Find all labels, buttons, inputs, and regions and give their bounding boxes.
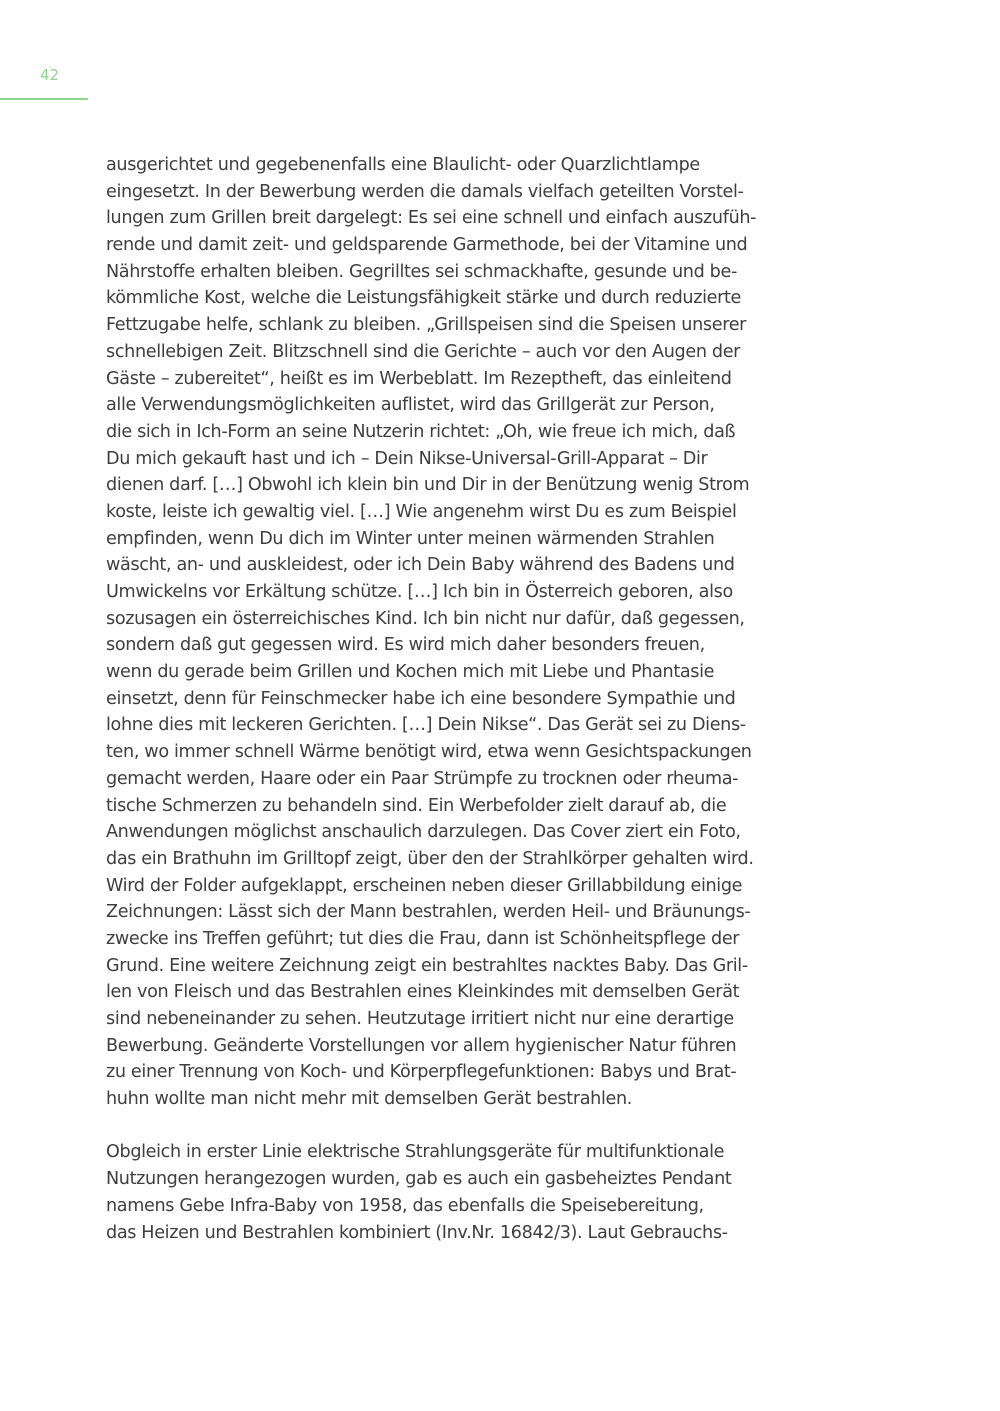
text-line: alle Verwendungsmöglichkeiten auflistet, wird das Grillgerät zur Person,: [106, 395, 715, 416]
text-line: Grund. Eine weitere Zeichnung zeigt ein bestrahltes nacktes Baby. Das Gril-: [106, 955, 748, 976]
text-line: das Heizen und Bestrahlen kombiniert (Inv.Nr. 16842/3). Laut Gebrauchs-: [106, 1222, 728, 1243]
text-line: schnellebigen Zeit. Blitzschnell sind die Gerichte – auch vor den Augen der: [106, 341, 741, 362]
text-line: lohne dies mit leckeren Gerichten. […] Dein Nikse“. Das Gerät sei zu Diens-: [106, 715, 746, 736]
text-line: sind nebeneinander zu sehen. Heutzutage irritiert nicht nur eine derartige: [106, 1009, 734, 1029]
paragraph-1: [106, 152, 786, 1113]
text-line: einsetzt, denn für Feinschmecker habe ich eine besondere Sympathie und: [106, 688, 736, 709]
text-line: kömmliche Kost, welche die Leistungsfähigkeit stärke und durch reduzierte: [106, 288, 742, 309]
text-line: len von Fleisch und das Bestrahlen eines Kleinkindes mit demselben Gerät: [106, 982, 740, 1003]
text-line: gemacht werden, Haare oder ein Paar Strümpfe zu trocknen oder rheuma-: [106, 768, 739, 789]
paragraph-spacer: [106, 1113, 786, 1140]
text-line: Obgleich in erster Linie elektrische Strahlungsgeräte für multifunktionale: [106, 1142, 725, 1163]
text-line: ten, wo immer schnell Wärme benötigt wird, etwa wenn Gesichtspackungen: [106, 742, 752, 763]
text-line: die sich in Ich-Form an seine Nutzerin richtet: „Oh, wie freue ich mich, daß: [106, 421, 736, 442]
text-line: wenn du gerade beim Grillen und Kochen mich mit Liebe und Phantasie: [106, 662, 715, 683]
body-text: [106, 152, 786, 1246]
text-line: zu einer Trennung von Koch- und Körperpflegefunktionen: Babys und Brat-: [106, 1062, 737, 1083]
paragraph-2: [106, 1139, 786, 1246]
text-line: Wird der Folder aufgeklappt, erscheinen neben dieser Grillabbildung einige: [106, 875, 743, 896]
text-line: Bewerbung. Geänderte Vorstellungen vor allem hygienischer Natur führen: [106, 1035, 737, 1056]
text-line: ausgerichtet und gegebenenfalls eine Blaulicht- oder Quarzlichtlampe: [106, 155, 700, 175]
text-line: koste, leiste ich gewaltig viel. […] Wie angenehm wirst Du es zum Beispiel: [106, 501, 737, 522]
text-line: zwecke ins Treffen geführt; tut dies die Frau, dann ist Schönheitspflege der: [106, 928, 740, 949]
text-line: Fettzugabe helfe, schlank zu bleiben. „Grillspeisen sind die Speisen unserer: [106, 315, 747, 336]
text-line: Umwickelns vor Erkältung schütze. […] Ich bin in Österreich geboren, also: [106, 582, 733, 602]
text-line: Nährstoffe erhalten bleiben. Gegrilltes sei schmackhafte, gesunde und be-: [106, 261, 737, 282]
text-line: namens Gebe Infra-Baby von 1958, das ebenfalls die Speisebereitung,: [106, 1195, 704, 1216]
text-line: Gäste – zubereitet“, heißt es im Werbeblatt. Im Rezeptheft, das einleitend: [106, 368, 732, 389]
text-line: wäscht, an- und auskleidest, oder ich Dein Baby während des Badens und: [106, 555, 735, 576]
text-line: huhn wollte man nicht mehr mit demselben Gerät bestrahlen.: [106, 1089, 633, 1110]
page-number: 42: [40, 66, 60, 84]
text-line: tische Schmerzen zu behandeln sind. Ein Werbefolder zielt darauf ab, die: [106, 795, 727, 816]
text-line: dienen darf. […] Obwohl ich klein bin und Dir in der Benützung wenig Strom: [106, 475, 750, 496]
text-line: sondern daß gut gegessen wird. Es wird mich daher besonders freuen,: [106, 635, 705, 656]
text-line: das ein Brathuhn im Grilltopf zeigt, über den der Strahlkörper gehalten wird.: [106, 848, 754, 869]
text-line: rende und damit zeit- und geldsparende Garmethode, bei der Vitamine und: [106, 235, 748, 256]
text-line: Zeichnungen: Lässt sich der Mann bestrahlen, werden Heil- und Bräunungs-: [106, 902, 751, 923]
text-line: eingesetzt. In der Bewerbung werden die damals vielfach geteilten Vorstel-: [106, 181, 744, 202]
text-line: Anwendungen möglichst anschaulich darzulegen. Das Cover ziert ein Foto,: [106, 822, 741, 843]
text-line: lungen zum Grillen breit dargelegt: Es sei eine schnell und einfach auszufüh-: [106, 208, 757, 229]
page-number-rule: [0, 98, 88, 100]
text-line: empfinden, wenn Du dich im Winter unter meinen wärmenden Strahlen: [106, 528, 715, 549]
text-line: sozusagen ein österreichisches Kind. Ich bin nicht nur dafür, daß gegessen,: [106, 608, 745, 629]
text-line: Nutzungen herangezogen wurden, gab es auch ein gasbeheiztes Pendant: [106, 1169, 732, 1190]
text-line: Du mich gekauft hast und ich – Dein Nikse-Universal-Grill-Apparat – Dir: [106, 448, 708, 469]
